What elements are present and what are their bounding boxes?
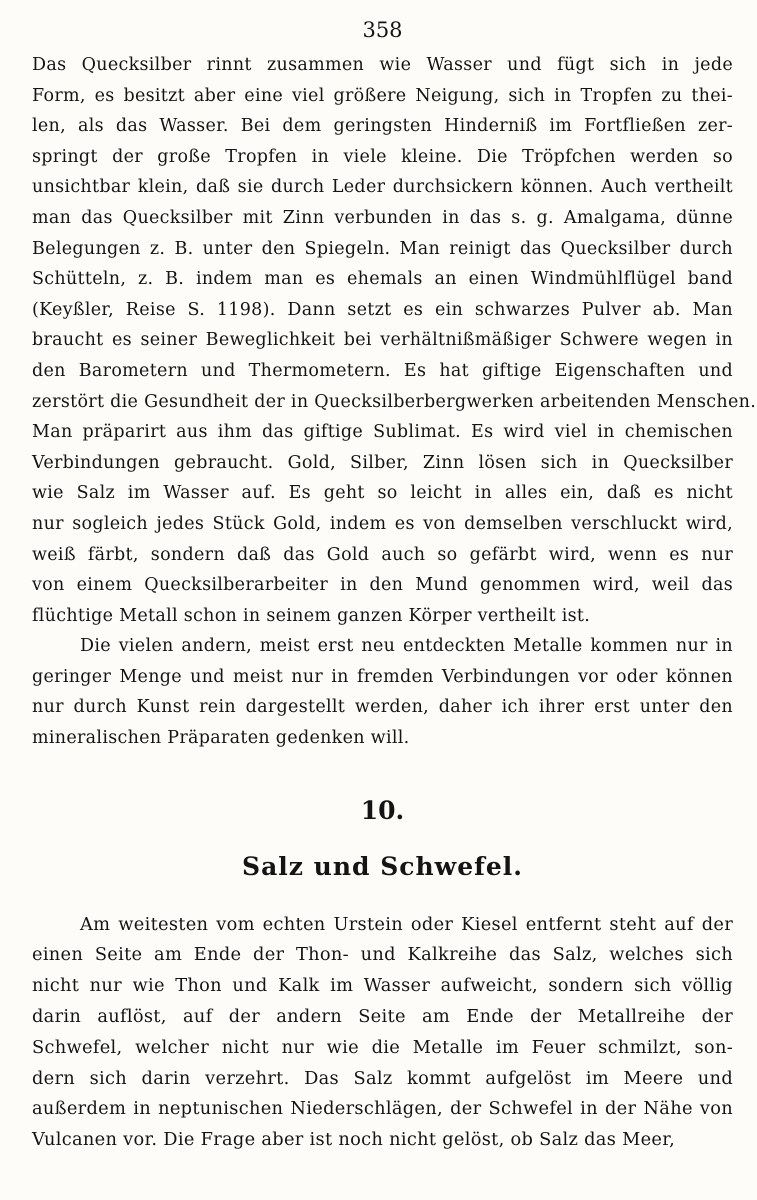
text-line: nur durch Kunst rein dargestellt werden, daher ich ihrer erst unter den	[32, 697, 733, 718]
text-line: man das Quecksilber mit Zinn verbunden in das s. g. Amalgama, dünne	[32, 207, 733, 228]
text-line: außerdem in neptunischen Niederschlägen, der Schwefel in der Nähe von	[32, 1098, 733, 1120]
text-line: nur sogleich jedes Stück Gold, indem es von demselben verschluckt wird,	[32, 513, 733, 534]
text-line: Schwefel, welcher nicht nur wie die Metalle im Feuer schmilzt, son-	[32, 1036, 733, 1058]
text-line: braucht es seiner Beweglichkeit bei verhältnißmäßiger Schwere wegen in	[32, 330, 733, 351]
section-title: Salz und Schwefel.	[242, 851, 523, 881]
text-line: len, als das Wasser. Bei dem geringsten Hinderniß im Fortfließen zer-	[32, 116, 733, 137]
text-line: einen Seite am Ende der Thon- und Kalkreihe das Salz, welches sich	[32, 944, 733, 966]
section-body	[32, 910, 733, 1156]
text-line: zerstört die Gesundheit der in Quecksilberbergwerken arbeitenden Menschen.	[32, 391, 757, 412]
text-line: Die vielen andern, meist erst neu entdeckten Metalle kommen nur in	[80, 636, 733, 657]
text-line: den Barometern und Thermometern. Es hat giftige Eigenschaften und	[32, 360, 733, 381]
text-line: (Keyßler, Reise S. 1198). Dann setzt es ein schwarzes Pulver ab. Man	[32, 299, 733, 320]
text-line: Form, es besitzt aber eine viel größere Neigung, sich in Tropfen zu thei-	[32, 85, 733, 106]
text-line: darin auflöst, auf der andern Seite am Ende der Metallreihe der	[32, 1006, 733, 1028]
text-line: von einem Quecksilberarbeiter in den Mund genommen wird, weil das	[32, 575, 733, 596]
text-line: springt der große Tropfen in viele kleine. Die Tröpfchen werden so	[32, 146, 733, 167]
text-line: Das Quecksilber rinnt zusammen wie Wasser und fügt sich in jede	[32, 55, 733, 75]
text-line: unsichtbar klein, daß sie durch Leder durchsickern können. Auch vertheilt	[32, 177, 733, 198]
text-line: Am weitesten vom echten Urstein oder Kiesel entfernt steht auf der	[80, 913, 733, 935]
text-line: flüchtige Metall schon in seinem ganzen Körper vertheilt ist.	[32, 605, 591, 626]
text-line: Schütteln, z. B. indem man es ehemals an einen Windmühlflügel band	[32, 269, 733, 290]
paragraph	[32, 50, 757, 631]
text-line: weiß färbt, sondern daß das Gold auch so gefärbt wird, wenn es nur	[32, 544, 733, 565]
paragraph	[32, 631, 733, 753]
text-line: Belegungen z. B. unter den Spiegeln. Man reinigt das Quecksilber durch	[32, 238, 733, 259]
text-line: mineralischen Präparaten gedenken will.	[32, 728, 410, 749]
text-line: nicht nur wie Thon und Kalk im Wasser aufweicht, sondern sich völlig	[32, 975, 733, 997]
text-line: Vulcanen vor. Die Frage aber ist noch nicht gelöst, ob Salz das Meer,	[32, 1129, 676, 1151]
text-line: dern sich darin verzehrt. Das Salz kommt aufgelöst im Meere und	[32, 1067, 733, 1089]
paragraph	[32, 910, 733, 1156]
text-line: Man präparirt aus ihm das giftige Sublimat. Es wird viel in chemischen	[32, 422, 733, 443]
text-line: wie Salz im Wasser auf. Es geht so leicht in alles ein, daß es nicht	[32, 483, 733, 504]
text-line: Verbindungen gebraucht. Gold, Silber, Zinn lösen sich in Quecksilber	[32, 452, 733, 473]
page-number: 358	[362, 18, 403, 42]
section-number: 10.	[360, 795, 405, 825]
intro-text	[32, 50, 757, 754]
text-line: geringer Menge und meist nur in fremden Verbindungen vor oder können	[32, 666, 733, 687]
